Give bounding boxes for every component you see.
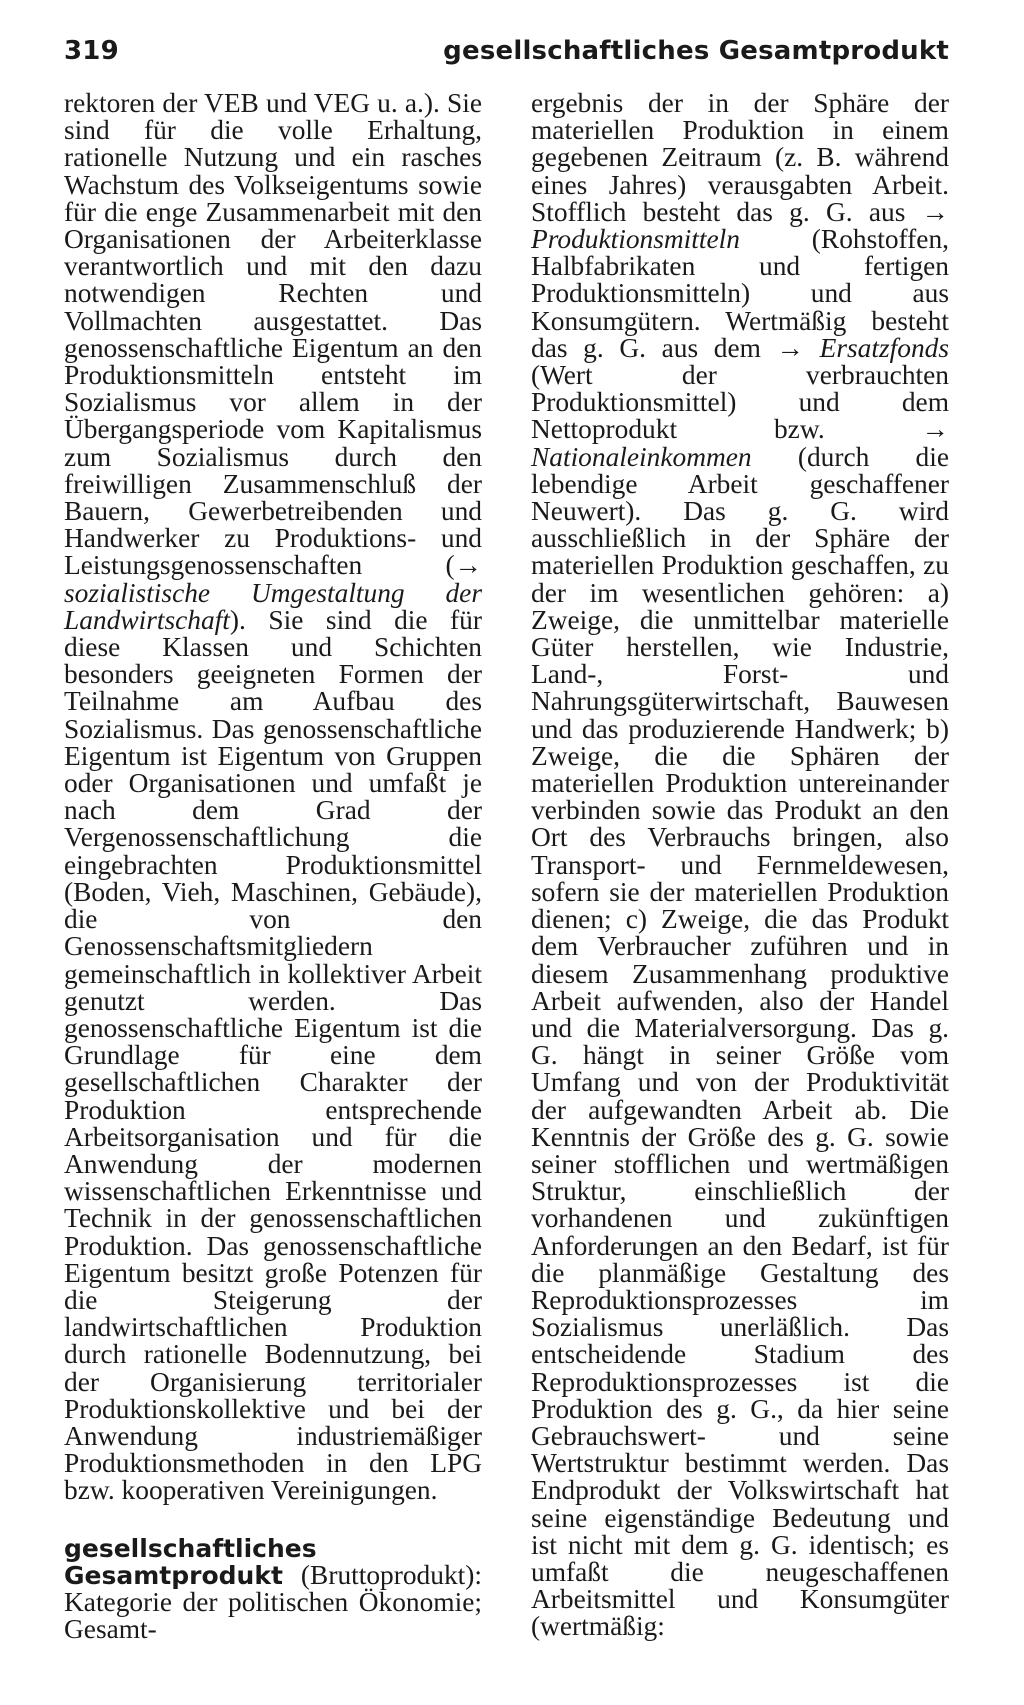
dictionary-page: [64, 36, 949, 1643]
entry-paragraph: [64, 1535, 482, 1644]
cross-reference-link: sozialistische Umgestaltung der Landwirtschaft: [64, 577, 482, 635]
cross-reference-link: Ersatzfonds: [819, 332, 949, 363]
continued-entry-paragraph: [64, 90, 482, 1505]
text-segment: ergebnis der in der Sphäre der materiellen Produktion in einem gegebenen Zeitraum (z. B. während eines Jahres) verausgabten Arbeit. Stofflich besteht das g. G. aus →: [531, 88, 949, 227]
page-header: [64, 36, 949, 84]
right-column: [531, 90, 949, 1643]
text-segment: ). Sie sind die für diese Klassen und Schichten besonders geeigneten Formen der Teilnahme am Aufbau des Sozialismus. Das genossenschaftliche Eigentum ist Eigentum von Gruppen oder Organisationen und umfaßt je nach dem Grad der Vergenossenschaftlichung die eingebrachten Produktionsmittel (Boden, Vieh, Maschinen, Gebäude), die von den Genossenschaftsmitgliedern gemeinschaftlich in kollektiver Arbeit genutzt werden. Das genossenschaftliche Eigentum ist die Grundlage für eine dem gesellschaftlichen Charakter der Produktion entsprechende Arbeitsorganisation und für die Anwendung der modernen wissenschaftlichen Erkenntnisse und Technik in der genossenschaftlichen Produktion. Das genossenschaftliche Eigentum besitzt große Potenzen für die Steigerung der landwirtschaftlichen Produktion durch rationelle Bodennutzung, bei der Organisierung territorialer Produktionskollektive und bei der Anwendung industriemäßiger Produktionsmethoden in den LPG bzw. kooperativen Vereinigungen.: [64, 604, 482, 1506]
entry-definition-start: (Bruttoprodukt): Kategorie der politischen Ökonomie; Gesamt-: [64, 1559, 482, 1645]
text-segment: (Wert der verbrauchten Produktionsmittel) und dem Nettoprodukt bzw. →: [531, 360, 949, 445]
left-column: [64, 90, 482, 1643]
text-segment: (Rohstoffen, Halbfabrikaten und fertigen Produktionsmitteln) und aus Konsumgütern. Wertmäßig besteht das g. G. aus dem →: [531, 224, 949, 363]
text-segment: rektoren der VEB und VEG u. a.). Sie sind für die volle Erhaltung, rationelle Nutzung und ein rasches Wachstum des Volkseigentums sowie für die enge Zusammenarbeit mit den Organisationen der Arbeiterklasse verantwortlich und mit den dazu notwendigen Rechten und Vollmachten ausgestattet. Das genossenschaftliche Eigentum an den Produktionsmitteln entsteht im Sozialismus vor allem in der Übergangsperiode vom Kapitalismus zum Sozialismus durch den freiwilligen Zusammenschluß der Bauern, Gewerbetreibenden und Handwerker zu Produktions- und Leistungsgenossenschaften (→: [64, 88, 482, 581]
cross-reference-link: Nationaleinkommen: [531, 441, 752, 472]
page-number: 319: [64, 36, 119, 66]
text-columns: [64, 90, 949, 1643]
entry-gap: [64, 1505, 482, 1535]
entry-lemma: gesellschaftliches Gesamtprodukt: [64, 1533, 317, 1590]
running-title: gesellschaftliches Gesamtprodukt: [443, 36, 949, 66]
text-segment: (durch die lebendige Arbeit geschaffener Neuwert). Das g. G. wird ausschließlich in der Sphäre der materiellen Produktion geschaffen, zu der im wesentlichen gehören: a) Zweige, die unmittelbar materielle Güter herstellen, wie Industrie, Land-, Forst- und Nahrungsgüterwirtschaft, Bauwesen und das produzierende Handwerk; b) Zweige, die die Sphären der materiellen Produktion untereinander verbinden sowie das Produkt an den Ort des Verbrauchs bringen, also Transport- und Fernmeldewesen, sofern sie der materiellen Produktion dienen; c) Zweige, die das Produkt dem Verbraucher zuführen und in diesem Zusammenhang produktive Arbeit aufwenden, also der Handel und die Materialversorgung. Das g. G. hängt in seiner Größe vom Umfang und von der Produktivität der aufgewandten Arbeit ab. Die Kenntnis der Größe des g. G. sowie seiner stofflichen und wertmäßigen Struktur, einschließlich der vorhandenen und zukünftigen Anforderungen an den Bedarf, ist für die planmäßige Gestaltung des Reproduktionsprozesses im Sozialismus unerläßlich. Das entscheidende Stadium des Reproduktionsprozesses ist die Produktion des g. G., da hier seine Gebrauchswert- und seine Wertstruktur bestimmt werden. Das Endprodukt der Volkswirtschaft hat seine eigenständige Bedeutung und ist nicht mit dem g. G. identisch; es umfaßt die neugeschaffenen Arbeitsmittel und Konsumgüter (wertmäßig:: [531, 441, 949, 1642]
cross-reference-link: Produktionsmitteln: [531, 224, 740, 255]
entry-continuation-paragraph: [531, 90, 949, 1641]
